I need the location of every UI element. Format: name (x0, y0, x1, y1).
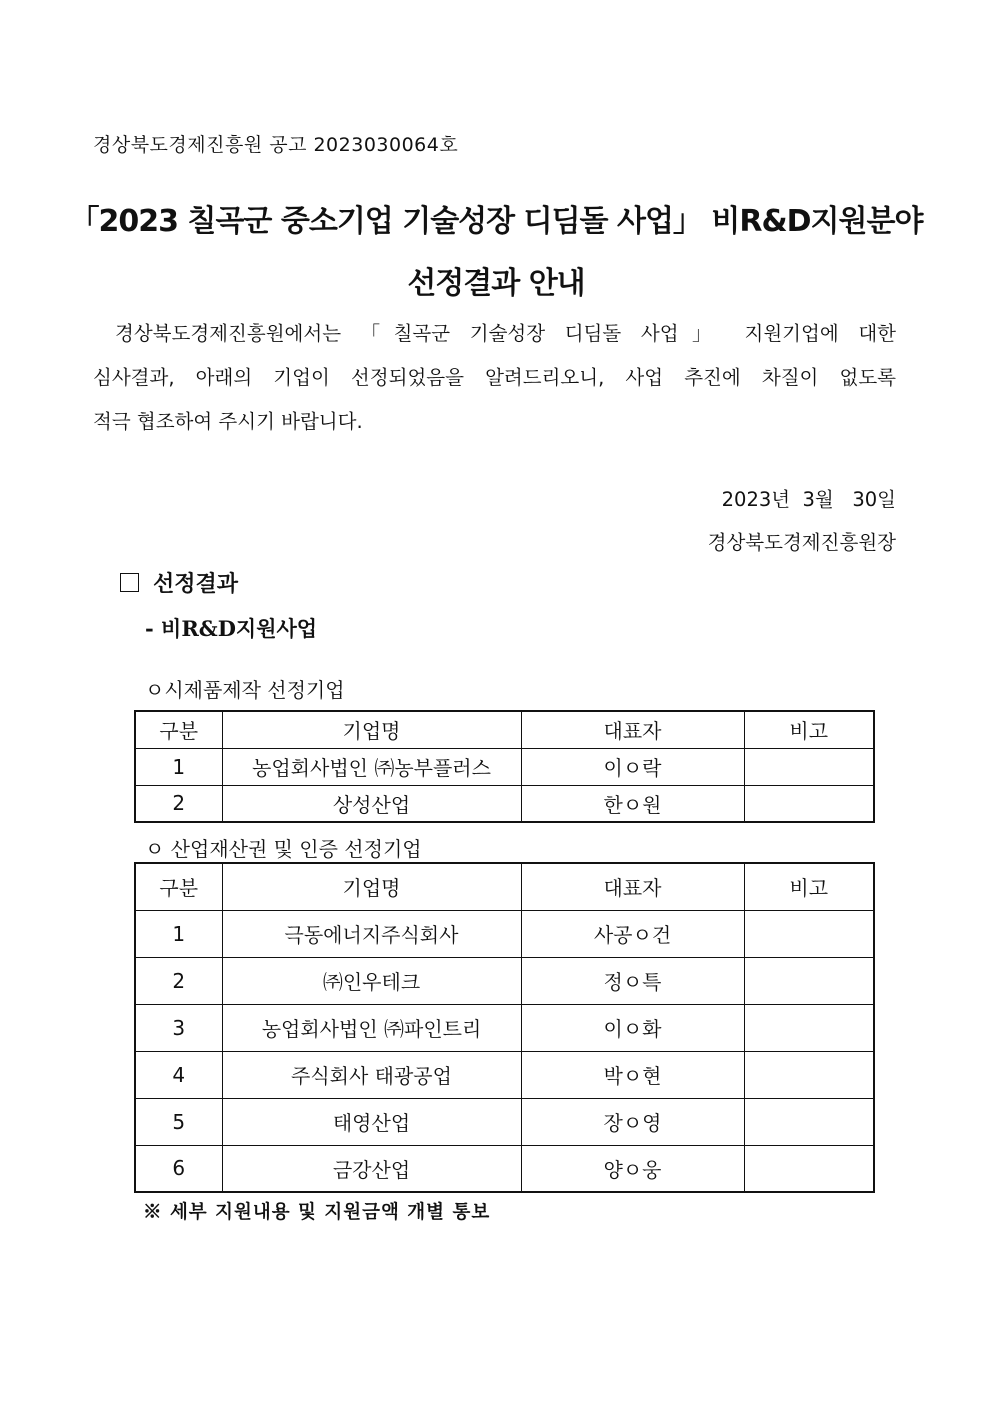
header-cell: 대표자 (521, 711, 744, 748)
notice-number: 경상북도경제진흥원 공고 2023030064호 (93, 134, 459, 156)
table-cell: 장ㅇ영 (521, 1098, 744, 1145)
table-cell (744, 1098, 874, 1145)
table-row (135, 957, 874, 1004)
table-cell: 한ㅇ원 (521, 785, 744, 822)
table-cell: 2 (135, 957, 222, 1004)
header-cell: 기업명 (222, 863, 521, 910)
ip-certification-selection-table (134, 862, 875, 1193)
table-cell (744, 1004, 874, 1051)
table-cell: 사공ㅇ건 (521, 910, 744, 957)
table-row (135, 1004, 874, 1051)
table-cell: 태영산업 (222, 1098, 521, 1145)
prototype-selection-table (134, 710, 875, 823)
table-row (135, 1145, 874, 1192)
table-cell: 이ㅇ락 (521, 748, 744, 785)
table-cell (744, 910, 874, 957)
section-heading-text: 선정결과 (153, 571, 239, 597)
table-cell: 이ㅇ화 (521, 1004, 744, 1051)
header-cell: 기업명 (222, 711, 521, 748)
body-line: 적극 협조하여 주시기 바랍니다. (93, 410, 363, 433)
table-cell: 3 (135, 1004, 222, 1051)
table-cell (744, 748, 874, 785)
announcement-date: 2023년 3월 30일 (721, 488, 896, 511)
announcement-body (93, 312, 896, 444)
table-cell: 박ㅇ현 (521, 1051, 744, 1098)
table-cell (744, 1051, 874, 1098)
table-cell: 극동에너지주식회사 (222, 910, 521, 957)
table-cell: 5 (135, 1098, 222, 1145)
table-cell (744, 1145, 874, 1192)
square-bullet-icon (120, 573, 139, 592)
table-cell: 상성산업 (222, 785, 521, 822)
header-cell: 구분 (135, 863, 222, 910)
table-cell: ㈜인우테크 (222, 957, 521, 1004)
table-row (135, 785, 874, 822)
body-line: 경상북도경제진흥원에서는 「칠곡군 기술성장 디딤돌 사업」 지원기업에 대한 (115, 322, 896, 345)
table-cell: 6 (135, 1145, 222, 1192)
table-header-row (135, 711, 874, 748)
table-row (135, 1051, 874, 1098)
document-subtitle: 선정결과 안내 (407, 266, 585, 301)
table-cell: 1 (135, 748, 222, 785)
table-cell (744, 785, 874, 822)
document-title: 「2023 칠곡군 중소기업 기술성장 디딤돌 사업」 비R&D지원분야 (69, 204, 923, 239)
table-cell (744, 957, 874, 1004)
header-cell: 비고 (744, 863, 874, 910)
table-cell: 양ㅇ웅 (521, 1145, 744, 1192)
body-line: 심사결과, 아래의 기업이 선정되었음을 알려드리오니, 사업 추진에 차질이 없도록 (93, 366, 896, 389)
table1-caption: ㅇ시제품제작 선정기업 (145, 678, 345, 702)
issuer: 경상북도경제진흥원장 (707, 531, 896, 554)
table-cell: 농업회사법인 ㈜농부플러스 (222, 748, 521, 785)
table-cell: 농업회사법인 ㈜파인트리 (222, 1004, 521, 1051)
header-cell: 대표자 (521, 863, 744, 910)
table-row (135, 910, 874, 957)
footnote: ※ 세부 지원내용 및 지원금액 개별 통보 (143, 1202, 491, 1223)
table-cell: 1 (135, 910, 222, 957)
table-header-row (135, 863, 874, 910)
table-cell: 주식회사 태광공업 (222, 1051, 521, 1098)
table2-caption: ㅇ 산업재산권 및 인증 선정기업 (145, 837, 422, 861)
table-cell: 정ㅇ특 (521, 957, 744, 1004)
table-cell: 4 (135, 1051, 222, 1098)
header-cell: 구분 (135, 711, 222, 748)
table-row (135, 748, 874, 785)
table-cell: 2 (135, 785, 222, 822)
table-row (135, 1098, 874, 1145)
section-heading (120, 567, 238, 598)
subsection-heading: - 비R&D지원사업 (145, 616, 318, 641)
table-cell: 금강산업 (222, 1145, 521, 1192)
header-cell: 비고 (744, 711, 874, 748)
